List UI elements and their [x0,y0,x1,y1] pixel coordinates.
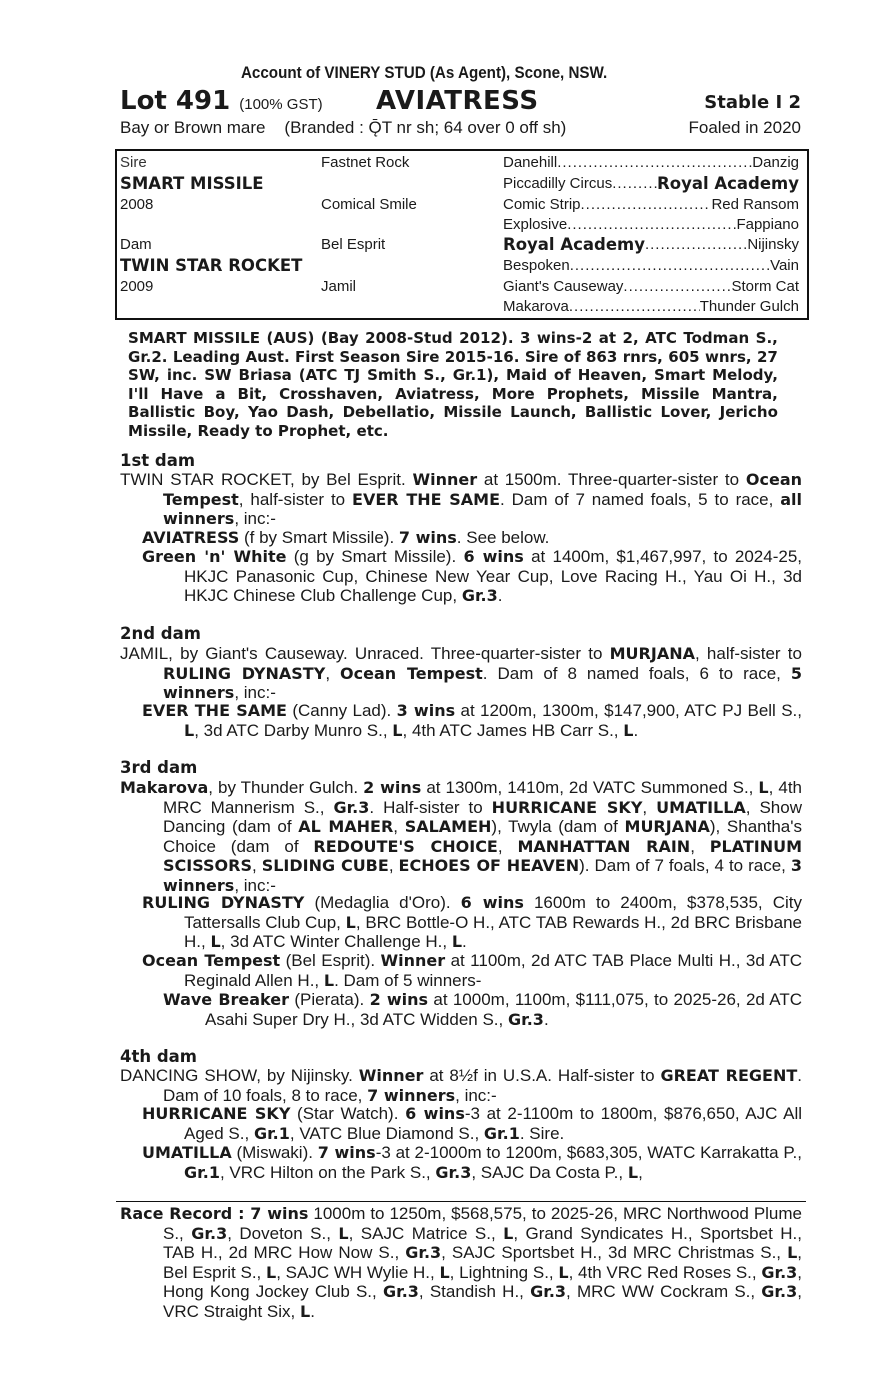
text-run: -3 at 2-1000m to 1200m, $683,305, WATC Karrakatta P., [375,1143,802,1162]
pedigree-gen3-row [503,256,799,276]
foaled-year: Foaled in 2020 [688,118,801,137]
first-dam-text [120,470,802,529]
colour-sex: Bay or Brown mare [120,118,266,137]
progeny-entry [142,1104,802,1143]
bold-text: L [558,1262,569,1282]
text-run: , Doveton S., [227,1223,339,1243]
fourth-dam-paragraph [120,1066,802,1105]
bold-text: Green 'n' White [142,547,287,566]
bold-text: Gr.3 [761,1262,798,1282]
text-run: . Dam of 10 foals, 8 to race, [163,1066,803,1105]
bold-text: Winner [358,1066,424,1085]
sire-sire: Fastnet Rock [321,154,410,171]
text-run: at 1400m, $1,467,997, to 2024-25, HKJC Panasonic Cup, Chinese New Year Cup, Love Racing H., Yau Oi H., 3d HKJC Chinese Club Challenge Cup, [184,547,803,605]
gen3-sire-side: Thunder Gulch [699,298,799,315]
fourth-dam-text [120,1066,802,1105]
bold-text: PLATINUM SCISSORS [163,836,803,875]
bold-text: Gr.3 [461,586,498,605]
bold-text: 6 wins [460,893,524,912]
text-run: , Grand Syndicates H., Sportsbet H., TAB H., 2d MRC How Now S., [163,1223,802,1262]
text-run: . See below. [456,528,550,547]
bold-text: L [300,1301,311,1321]
bold-text: 6 wins [463,547,524,566]
text-run: , by Thunder Gulch. [208,778,364,797]
text-run: , [388,856,399,875]
first-dam-heading: 1st dam [120,451,196,470]
dam-sire: Bel Esprit [321,236,386,253]
leader-dots [569,297,700,317]
text-run: , 4th ATC James HB Carr S., [402,720,624,740]
gen3-sire-side: Red Ransom [711,196,799,213]
horse-description [120,118,566,138]
brand-details: (Branded : ǬT nr sh; 64 over 0 off sh) [284,118,567,137]
bold-text: ECHOES OF HEAVEN [398,856,580,875]
bold-text: Gr.3 [530,1282,567,1301]
text-run: ), Shantha's Choice (dam of [163,817,802,856]
bold-text: L [210,932,221,951]
text-run: , half-sister to [238,489,353,509]
bold-text: L [184,720,195,740]
bold-text: Ocean Tempest [163,470,802,509]
text-run: (Medaglia d'Oro). [304,893,461,912]
dam-name: TWIN STAR ROCKET [120,256,303,275]
text-run: 1000m to 1250m, $568,575, to 2025-26, MRC Northwood Plume S., [163,1204,803,1243]
text-run: . [462,932,467,951]
text-run: . [633,720,639,740]
gen3-dam-side: Explosive [503,216,568,233]
bold-text: Ocean Tempest [340,663,483,683]
text-run: , [690,836,710,856]
text-run: , Hong Kong Jockey Club S., [163,1262,803,1301]
lot-label: Lot 491 [120,86,231,116]
text-run: , half-sister to [694,644,802,663]
text-run: , Bel Esprit S., [163,1243,802,1282]
text-run: , VRC Hilton on the Park S., [219,1162,436,1182]
text-run: TWIN STAR ROCKET, by Bel Esprit. [120,470,413,489]
gen3-dam-side: Royal Academy [503,235,645,254]
text-run: at 1500m. Three-quarter-sister to [477,470,746,489]
text-run: . Dam of 7 named foals, 5 to race, [500,489,781,509]
bold-text: MURJANA [624,817,710,836]
text-run: , Standish H., [418,1282,531,1301]
leader-dots [581,195,712,215]
gen3-dam-side: Piccadilly Circus [503,175,613,192]
bold-text: Makarova [120,778,209,797]
text-run: , [252,856,262,875]
bold-text: 5 winners [163,663,802,702]
bold-text: Winner [380,951,446,970]
pedigree-gen3-row [503,153,799,173]
text-run: (Canny Lad). [286,701,397,720]
bold-text: Gr.3 [761,1282,798,1301]
dam-label: Dam [120,236,152,253]
bold-text: Gr.3 [405,1243,442,1262]
text-run: , 4th MRC Mannerism S., [163,778,802,817]
text-run: , BRC Bottle-O H., ATC TAB Rewards H., 2d BRC Brisbane H., [184,912,802,951]
sire-dam: Comical Smile [321,196,417,213]
bold-text: EVER THE SAME [142,701,287,720]
text-run: -3 at 2-1100m to 1800m, $876,650, AJC All Aged S., [184,1104,802,1143]
bold-text: 3 wins [396,701,456,720]
race-record [120,1204,802,1321]
text-run: . [310,1301,315,1321]
bold-text: Winner [412,470,478,489]
text-run: , SAJC WH Wylie H., [276,1262,440,1282]
sire-year: 2008 [120,196,154,213]
text-run: at 8½f in U.S.A. Half-sister to [423,1066,661,1085]
stable-location: Stable I 2 [704,92,801,113]
text-run: . Sire. [519,1123,565,1143]
bold-text: 2 wins [363,778,422,797]
bold-text: AVIATRESS [142,528,240,547]
text-run: JAMIL, by Giant's Causeway. Unraced. Three-quarter-sister to [120,644,610,663]
progeny-entry [142,893,802,952]
text-run: 1600m to 2400m, $378,535, City Tattersalls Club Cup, [184,893,802,932]
text-run: (Star Watch). [290,1104,406,1123]
gen3-dam-side: Giant's Causeway [503,278,624,295]
bold-text: Gr.1 [253,1123,290,1143]
text-run: , 3d ATC Darby Munro S., [194,720,393,740]
third-dam-text [120,778,802,895]
bold-text: L [503,1223,514,1243]
bold-text: 7 wins [398,528,457,547]
leader-dots [623,277,731,297]
text-run: . [543,1009,549,1029]
lot-number [120,86,323,116]
second-dam-text [120,644,802,703]
text-run: , SAJC Da Costa P., [471,1162,628,1182]
third-dam-paragraph [120,778,802,895]
bold-text: MURJANA [609,644,695,663]
bold-text: EVER THE SAME [352,489,501,509]
gen3-dam-side: Comic Strip [503,196,581,213]
text-run: at 1300m, 1410m, 2d VATC Summoned S., [421,778,759,797]
text-run: , inc:- [234,683,276,702]
text-run: at 1000m, 1100m, $111,075, to 2025-26, 2d ATC Asahi Super Dry H., 3d ATC Widden S., [205,990,802,1029]
text-run: . Half-sister to [369,797,492,817]
pedigree-gen3-row [503,235,799,255]
second-dam-paragraph [120,644,802,703]
bold-text: L [758,778,769,797]
bold-text: GREAT REGENT [660,1066,798,1085]
text-run: (Miswaki). [231,1143,318,1162]
text-run: , VATC Blue Diamond S., [289,1123,484,1143]
bold-text: Ocean Tempest [142,951,281,970]
bold-text: L [266,1262,277,1282]
bold-text: L [623,720,634,740]
leader-dots [567,215,736,235]
pedigree-gen3-row [503,277,799,297]
text-run: , SAJC Matrice S., [348,1223,504,1243]
progeny-entry [142,1143,802,1182]
text-run: (Bel Esprit). [280,951,381,970]
bold-text: MANHATTAN RAIN [517,836,691,856]
text-run: . [497,586,503,605]
sire-summary: SMART MISSILE (AUS) (Bay 2008-Stud 2012). 3 wins-2 at 2, ATC Todman S., Gr.2. Leading Aust. First Season Sire 2015-16. Sire of 863 rnrs, 605 wnrs, 27 SW, inc. SW Briasa (ATC TJ Smith S., Gr.1), Maid of Heaven, Smart Melody, I'll Have a Bit, Crosshaven, Aviatress, More Prophets, Missile Mantra, Ballistic Boy, Yao Dash, Debellatio, Missile Launch, Ballistic Lover, Jericho Missile, Ready to Prophet, etc. [128,329,778,440]
text-run: at 1100m, 2d ATC TAB Place Multi H., 3d ATC Reginald Allen H., [184,951,803,990]
bold-text: 7 wins [317,1143,376,1162]
vendor-account: Account of VINERY STUD (As Agent), Scone, NSW. [240,64,608,82]
text-run: ), Twyla (dam of [491,817,625,836]
bold-text: Gr.1 [483,1123,520,1143]
text-run: , [642,797,657,817]
text-run: , inc:- [234,509,276,528]
dam-year: 2009 [120,278,154,295]
bold-text: RULING DYNASTY [163,663,326,683]
text-run: , MRC WW Cockram S., [566,1282,762,1301]
pedigree-gen3-row [503,297,799,317]
bold-text: Wave Breaker [163,990,290,1009]
bold-text: 3 winners [163,856,802,895]
pedigree-gen3-row [503,195,799,215]
text-run: ). Dam of 7 foals, 4 to race, [579,856,791,875]
text-run: (g by Smart Missile). [286,547,464,566]
text-run: , 4th VRC Red Roses S., [568,1262,762,1282]
bold-text: L [627,1162,639,1182]
gen3-sire-side: Fappiano [736,216,799,233]
bold-text: 6 wins [405,1104,465,1123]
text-run: . Dam of 8 named foals, 6 to race, [482,663,791,683]
text-run: , [497,836,518,856]
bold-text: L [323,970,335,990]
bold-text: L [392,720,403,740]
bold-text: SLIDING CUBE [261,856,389,875]
race-record-divider [116,1201,806,1202]
text-run: , SAJC Sportsbet H., 3d MRC Christmas S., [441,1243,788,1262]
bold-text: HURRICANE SKY [142,1104,291,1123]
bold-text: Gr.1 [184,1162,220,1182]
text-run: , [638,1162,643,1182]
text-run: , [325,663,341,683]
text-run: (f by Smart Missile). [239,528,399,547]
pedigree-gen3-row [503,215,799,235]
bold-text: REDOUTE'S CHOICE [313,836,498,856]
progeny-entry [142,528,802,548]
bold-text: RULING DYNASTY [142,893,305,912]
gen3-dam-side: Danehill [503,154,558,171]
progeny-entry [142,951,802,990]
gen3-dam-side: Bespoken [503,257,570,274]
gen3-sire-side: Storm Cat [731,278,799,295]
gen3-sire-side: Royal Academy [657,174,799,193]
gen3-sire-side: Vain [770,257,799,274]
bold-text: Gr.3 [507,1009,544,1029]
fourth-dam-heading: 4th dam [120,1047,197,1066]
grand-progeny-entry [163,990,802,1029]
bold-text: UMATILLA [142,1143,232,1162]
bold-text: AL MAHER [298,817,394,836]
text-run: , VRC Straight Six, [163,1282,802,1321]
text-run: , Lightning S., [449,1262,559,1282]
leader-dots [557,153,752,173]
bold-text: 7 winners [367,1085,456,1105]
second-dam-heading: 2nd dam [120,624,201,643]
sire-name: SMART MISSILE [120,174,264,193]
bold-text: L [451,932,463,951]
text-run: (Pierata). [289,990,370,1009]
bold-text: HURRICANE SKY [491,797,643,817]
bold-text: Gr.3 [333,797,370,817]
pedigree-gen3-row [503,174,799,194]
text-run: , inc:- [455,1085,497,1105]
third-dam-heading: 3rd dam [120,758,198,777]
bold-text: L [439,1262,450,1282]
bold-text: Race Record : 7 wins [120,1204,309,1223]
text-run: at 1200m, 1300m, $147,900, ATC PJ Bell S., [455,701,802,720]
text-run: . Dam of 5 winners- [334,970,482,990]
race-record-paragraph [120,1204,802,1321]
bold-text: Gr.3 [435,1162,472,1182]
bold-text: UMATILLA [656,797,746,817]
gen3-dam-side: Makarova [503,298,569,315]
bold-text: Gr.3 [382,1282,419,1301]
bold-text: 2 wins [369,990,429,1009]
leader-dots [645,235,747,255]
bold-text: L [338,1223,349,1243]
progeny-entry [142,547,802,606]
text-run: , inc:- [234,875,276,895]
gst-note: (100% GST) [239,96,323,113]
text-run: DANCING SHOW, by Nijinsky. [120,1066,359,1085]
horse-name: AVIATRESS [376,86,539,116]
dam-dam: Jamil [321,278,357,295]
text-run: , Show Dancing (dam of [163,797,802,836]
leader-dots [570,256,770,276]
bold-text: Gr.3 [191,1223,228,1243]
bold-text: all winners [163,489,803,528]
leader-dots [612,174,657,194]
bold-text: SALAMEH [404,817,492,836]
gen3-sire-side: Nijinsky [747,236,799,253]
first-dam-paragraph [120,470,802,529]
gen3-sire-side: Danzig [752,154,799,171]
text-run: , [393,817,405,836]
text-run: , 3d ATC Winter Challenge H., [220,932,452,951]
bold-text: L [345,912,356,932]
bold-text: L [787,1243,798,1262]
progeny-entry [142,701,802,740]
sire-label: Sire [120,154,147,171]
